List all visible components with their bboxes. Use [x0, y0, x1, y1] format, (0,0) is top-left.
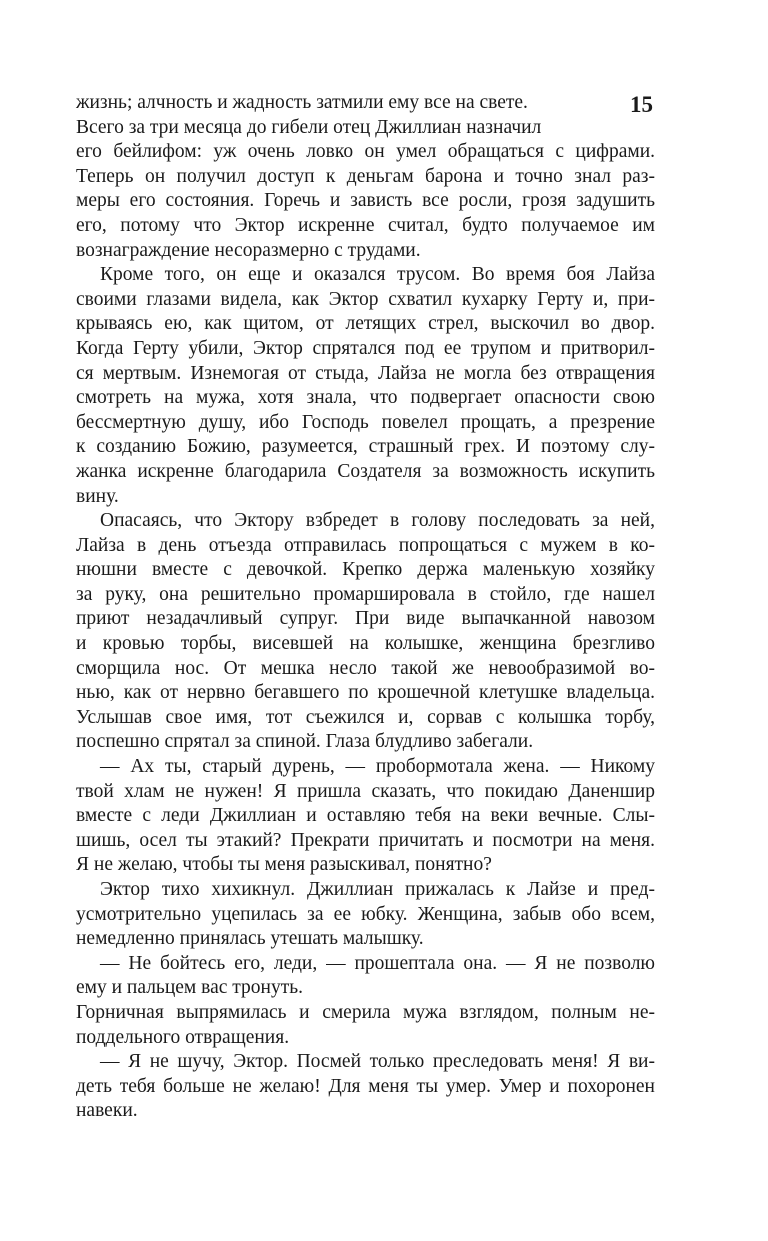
text-line: его, потому что Эктор искренне считал, будто получаемое им — [76, 214, 655, 236]
text-line: сморщила нос. От мешка несло такой же невообразимой во- — [76, 657, 655, 679]
text-line: нью, как от нервно бегавшего по крошечной клетушке владельца. — [76, 682, 655, 704]
text-line: Я не желаю, чтобы ты меня разыскивал, понятно? — [76, 854, 492, 876]
text-line: нюшни вместе с девочкой. Крепко держа маленькую хозяйку — [76, 559, 655, 581]
text-line: жанка искренне благодарила Создателя за возможность искупить — [76, 460, 655, 482]
text-line: поспешно спрятал за спиной. Глаза блудливо забегали. — [76, 731, 534, 753]
text-line: к созданию Божию, разумеется, страшный грех. И поэтому слу- — [76, 436, 655, 458]
text-line: смотреть на мужа, хотя знала, что подвергает опасности свою — [76, 387, 655, 409]
text-line: ся мертвым. Изнемогая от стыда, Лайза не могла без отвращения — [76, 362, 655, 384]
text-line: своими глазами видела, как Эктор схватил кухарку Герту и, при- — [76, 288, 655, 310]
text-line: вину. — [76, 485, 119, 507]
text-line: меры его состояния. Горечь и зависть все росли, грозя задушить — [76, 190, 655, 212]
text-line: Горничная выпрямилась и смерила мужа взглядом, полным не- — [76, 1001, 655, 1023]
text-line: Эктор тихо хихикнул. Джиллиан прижалась к Лайзе и пред- — [100, 879, 655, 900]
text-line: — Я не шучу, Эктор. Посмей только преследовать меня! Я ви- — [100, 1051, 655, 1073]
text-line: Теперь он получил доступ к деньгам барона и точно знал раз- — [76, 165, 655, 187]
text-line: немедленно принялась утешать малышку. — [76, 928, 424, 950]
text-line: вместе с леди Джиллиан и оставляю тебя на веки вечные. Слы- — [76, 805, 655, 827]
text-line: Когда Герту убили, Эктор спрятался под ее трупом и притворил- — [76, 337, 655, 359]
text-line: ему и пальцем вас тронуть. — [76, 977, 303, 999]
text-line: приют незадачливый супруг. При виде выпачканной навозом — [76, 608, 655, 630]
text-line: усмотрительно уцепилась за ее юбку. Женщина, забыв обо всем, — [76, 903, 655, 925]
text-line: навеки. — [76, 1100, 138, 1122]
text-line: его бейлифом: уж очень ловко он умел обращаться с цифрами. — [76, 141, 655, 163]
text-line: бессмертную душу, ибо Господь повелел прощать, а презрение — [76, 411, 655, 433]
text-line: за руку, она решительно промаршировала в стойло, где нашел — [76, 583, 655, 605]
page-number: 15 — [630, 92, 653, 117]
text-line: поддельного отвращения. — [76, 1026, 290, 1048]
text-line: вознаграждение несоразмерно с трудами. — [76, 239, 421, 261]
text-line: твой хлам не нужен! Я пришла сказать, что покидаю Даненшир — [76, 780, 655, 802]
text-line: Лайза в день отъезда отправилась попрощаться с мужем в ко- — [76, 534, 655, 556]
text-line: — Не бойтесь его, леди, — прошептала она. — Я не позволю — [100, 952, 655, 974]
text-line: деть тебя больше не желаю! Для меня ты умер. Умер и похоронен — [76, 1075, 655, 1097]
page-text — [76, 91, 655, 1124]
text-line: жизнь; алчность и жадность затмили ему все на свете. — [76, 92, 528, 113]
text-line: Кроме того, он еще и оказался трусом. Во время боя Лайза — [100, 264, 655, 286]
text-line: и кровью торбы, висевшей на колышке, женщина брезгливо — [76, 633, 655, 655]
text-line: — Ах ты, старый дурень, — пробормотала жена. — Никому — [100, 756, 655, 778]
text-line: шишь, осел ты этакий? Прекрати причитать и посмотри на меня. — [76, 829, 655, 851]
text-line: Услышав свое имя, тот съежился и, сорвав с колышка торбу, — [76, 706, 655, 728]
text-line: Всего за три месяца до гибели отец Джиллиан назначил — [76, 116, 542, 138]
text-line: крываясь ею, как щитом, от летящих стрел, выскочил во двор. — [76, 313, 655, 335]
text-line: Опасаясь, что Эктору взбредет в голову последовать за ней, — [100, 510, 655, 532]
